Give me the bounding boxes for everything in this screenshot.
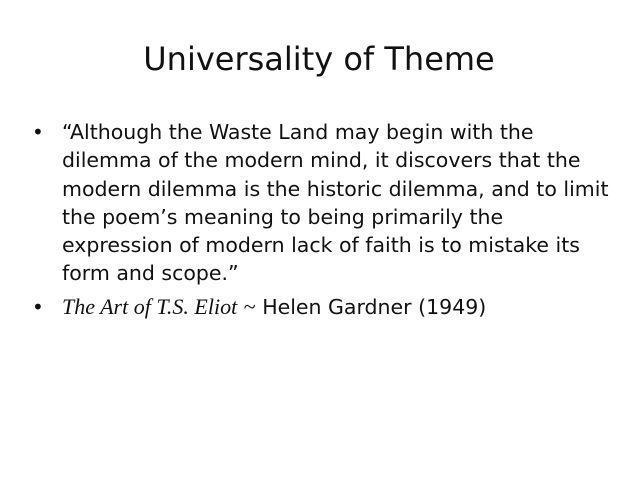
source-bullet <box>32 293 612 321</box>
slide-title: Universality of Theme <box>143 40 495 78</box>
source-separator: ~ <box>243 293 256 319</box>
bullet-list <box>32 118 612 326</box>
quote-text: “Although the Waste Land may begin with the dilemma of the modern mind, it discovers that the modern dilemma is the historic dilemma, and to limit the poem’s meaning to being primarily the expression of modern lack of faith is to mistake its form and scope.” <box>62 120 609 286</box>
quote-bullet <box>32 118 612 288</box>
source-author-year: Helen Gardner (1949) <box>262 294 487 319</box>
source-book-title: The Art of T.S. Eliot <box>62 293 238 319</box>
bullet-marker: • <box>32 294 44 319</box>
bullet-marker: • <box>32 120 44 144</box>
